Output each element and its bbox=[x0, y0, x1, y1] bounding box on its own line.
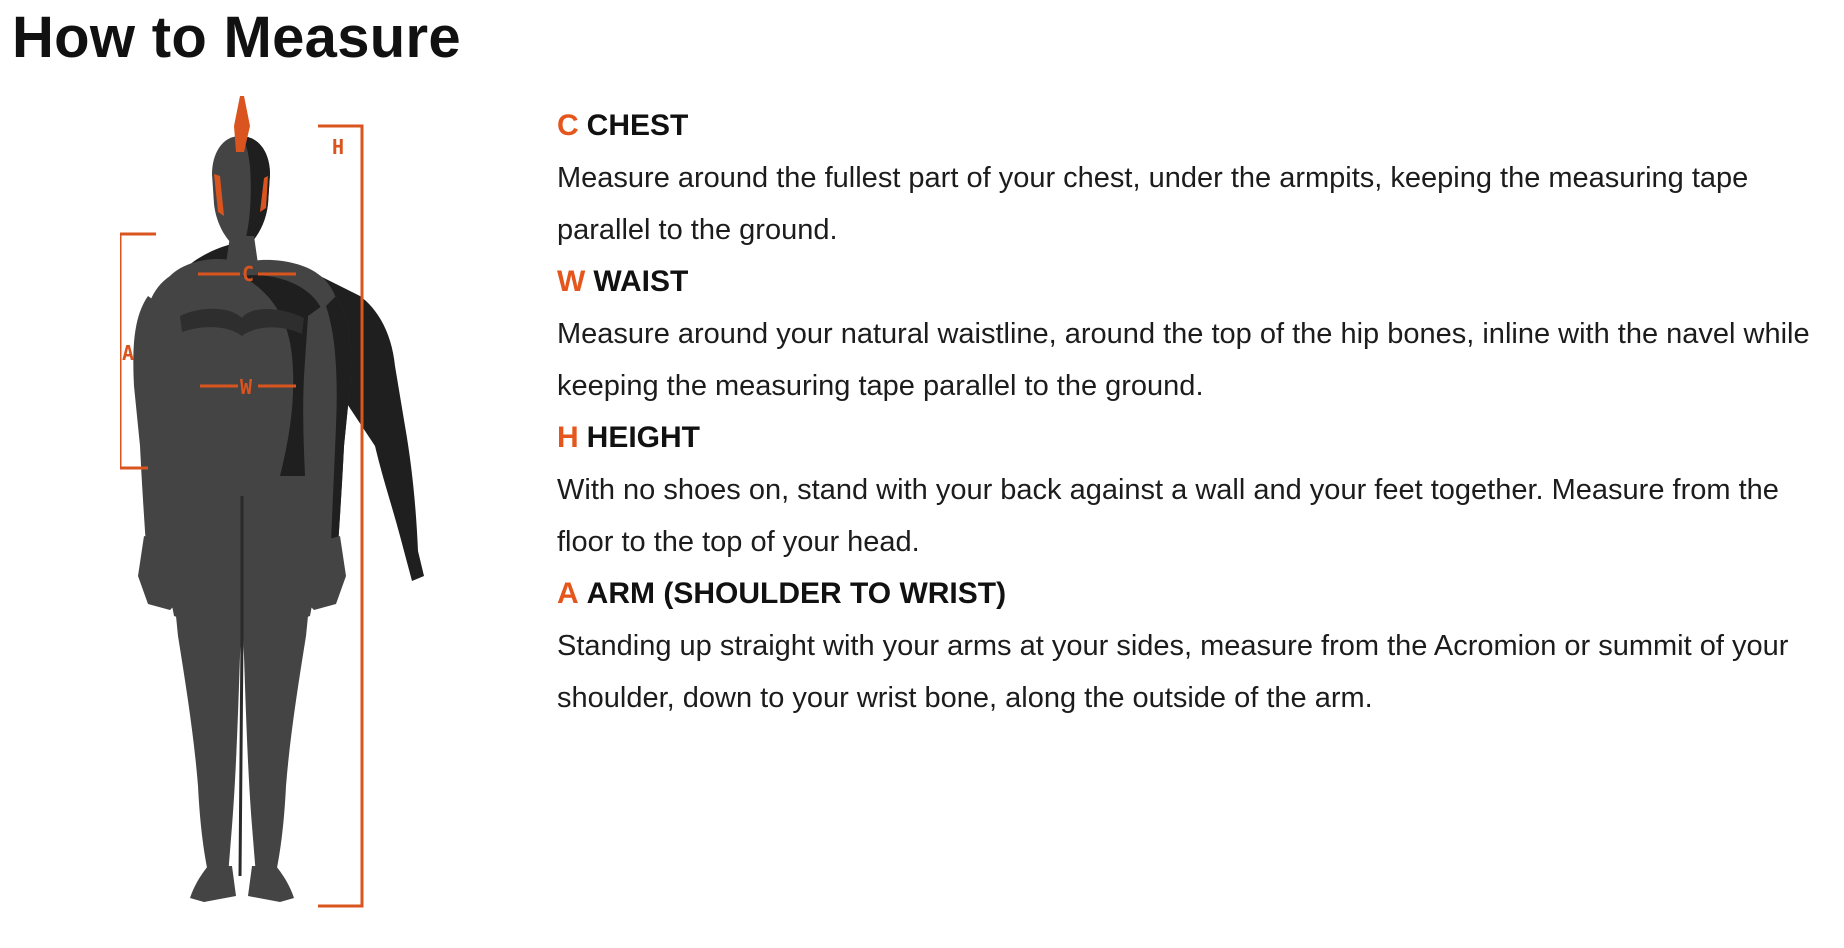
section-letter: C bbox=[557, 109, 579, 142]
section-letter: W bbox=[557, 265, 586, 298]
section-heading bbox=[557, 256, 1827, 308]
body-silhouette bbox=[133, 96, 424, 902]
section-heading bbox=[557, 412, 1827, 464]
section-letter: A bbox=[557, 577, 579, 610]
section-chest bbox=[557, 100, 1827, 256]
body-measurement-figure bbox=[120, 96, 440, 926]
section-text: Measure around your natural waistline, around the top of the hip bones, inline with the navel while keeping the measuring tape parallel to the ground. bbox=[557, 318, 1810, 402]
waist-guide-label: W bbox=[240, 375, 253, 399]
section-heading bbox=[557, 568, 1827, 620]
section-letter: H bbox=[557, 421, 579, 454]
measurement-instructions bbox=[557, 100, 1827, 724]
section-title: HEIGHT bbox=[586, 421, 701, 454]
section-waist bbox=[557, 256, 1827, 412]
section-title: WAIST bbox=[593, 265, 689, 298]
body-figure-svg bbox=[120, 96, 440, 926]
section-heading bbox=[557, 100, 1827, 152]
section-title: ARM (SHOULDER TO WRIST) bbox=[586, 577, 1007, 610]
section-text: Measure around the fullest part of your chest, under the armpits, keeping the measuring tape parallel to the ground. bbox=[557, 162, 1749, 246]
chest-guide-label: C bbox=[242, 262, 255, 286]
arm-guide-label: A bbox=[122, 341, 135, 365]
page-title: How to Measure bbox=[12, 5, 461, 70]
section-text: Standing up straight with your arms at your sides, measure from the Acromion or summit of your shoulder, down to your wrist bone, along the outside of the arm. bbox=[557, 630, 1789, 714]
section-height bbox=[557, 412, 1827, 568]
section-arm bbox=[557, 568, 1827, 724]
section-title: CHEST bbox=[586, 109, 689, 142]
section-text: With no shoes on, stand with your back against a wall and your feet together. Measure from the floor to the top of your head. bbox=[557, 474, 1779, 558]
height-guide-label: H bbox=[332, 135, 345, 159]
